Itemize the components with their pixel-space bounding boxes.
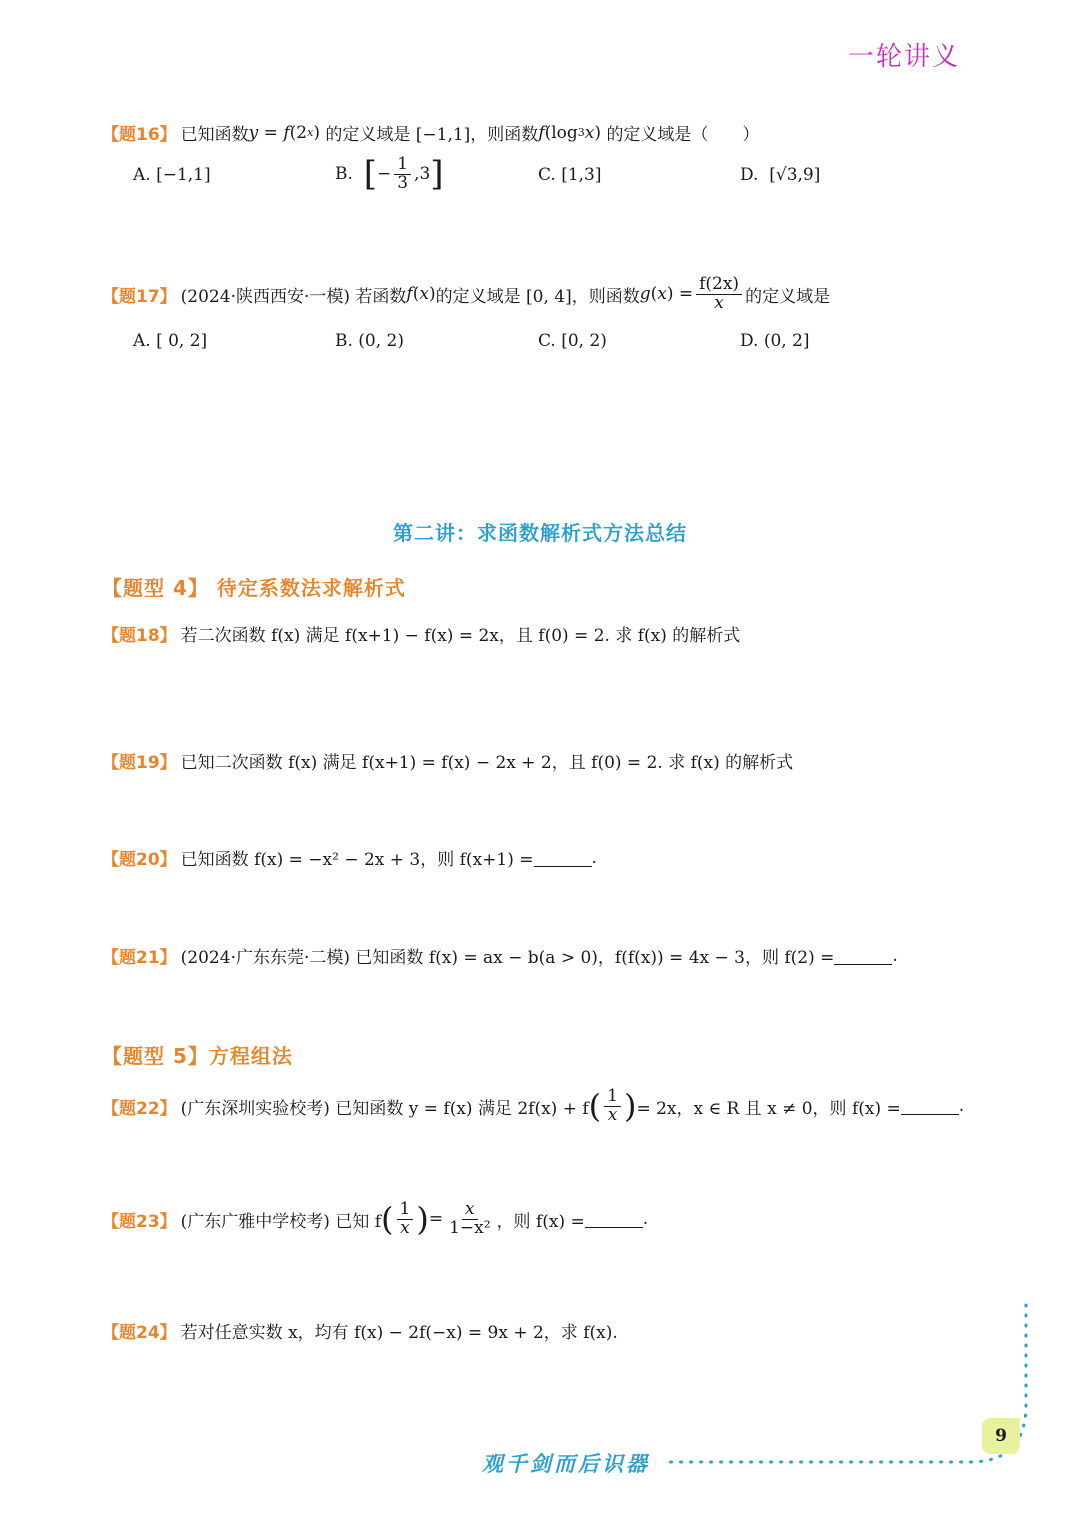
question-text: = 2x，x ∈ R 且 x ≠ 0，则 f(x) = bbox=[636, 1098, 901, 1119]
question-tag: 【题17】 bbox=[102, 286, 177, 307]
header-title: 一轮讲义 bbox=[847, 42, 960, 72]
punctuation: . bbox=[892, 945, 898, 966]
question-text: ，则 f(x) = bbox=[496, 1211, 585, 1232]
punctuation: . bbox=[642, 1209, 649, 1230]
question-text: (2024·广东东莞·二模) 已知函数 f(x) = ax − b(a > 0)，f(f(x)) = 4x − 3，则 f(2) = bbox=[180, 948, 835, 968]
question-tag: 【题22】 bbox=[102, 1098, 177, 1119]
question-text: 若对任意实数 x，均有 f(x) − 2f(−x) = 9x + 2，求 f(x). bbox=[180, 1323, 618, 1343]
question-tag: 【题20】 bbox=[102, 850, 177, 870]
option-c: C. [0, 2) bbox=[538, 331, 607, 351]
punctuation: . bbox=[591, 847, 597, 868]
question-text: (广东深圳实验校考) 已知函数 y = f(x) 满足 2f(x) + f bbox=[180, 1098, 589, 1119]
question-tag: 【题18】 bbox=[102, 626, 177, 646]
option-d: D. (0, 2] bbox=[740, 331, 810, 351]
punctuation: . bbox=[958, 1096, 965, 1117]
question-type-heading: 【题型 4】 待定系数法求解析式 bbox=[102, 576, 406, 600]
question-text: 的定义域是（ ） bbox=[606, 125, 760, 145]
footer-motto: 观千剑而后识器 bbox=[482, 1452, 650, 1476]
math-expression: y bbox=[248, 122, 259, 143]
question-text: (2024·陕西西安·一模) 若函数 bbox=[180, 286, 407, 307]
fraction: $\frac{1}{x}$ bbox=[604, 1088, 621, 1125]
option-a: A. [ 0, 2] bbox=[133, 331, 208, 351]
fraction: $\frac{x}{\text{1−x²}}$ bbox=[449, 1199, 491, 1238]
question-text: 已知二次函数 f(x) 满足 f(x+1) = f(x) − 2x + 2，且 f(0) = 2. 求 f(x) 的解析式 bbox=[180, 753, 794, 773]
question-text: 已知函数 bbox=[180, 125, 249, 145]
page-number: 9 bbox=[982, 1418, 1020, 1454]
section-title: 第二讲：求函数解析式方法总结 bbox=[393, 521, 687, 545]
question-text: 的定义域是 [0, 4]，则函数 bbox=[435, 286, 640, 307]
question-text: 已知函数 f(x) = −x² − 2x + 3，则 f(x+1) = bbox=[180, 850, 534, 870]
question-tag: 【题16】 bbox=[102, 125, 177, 145]
question-tag: 【题23】 bbox=[102, 1211, 177, 1232]
question-23: 【题23】 (广东广雅中学校考) 已知 f ( $\frac{1}{x}$ ) = $\frac{x}{\text{1−x²}}$ ，则 f(x) = . bbox=[102, 1199, 649, 1239]
question-type-heading: 【题型 5】方程组法 bbox=[102, 1044, 293, 1068]
fraction: $\frac{f(2x)}{x}$ bbox=[696, 276, 742, 313]
question-text: (广东广雅中学校考) 已知 f bbox=[180, 1211, 382, 1232]
question-text: 的定义域是 bbox=[745, 286, 831, 307]
question-text: 的定义域是 [−1,1]，则函数 bbox=[325, 125, 539, 145]
option-value: [√3,9] bbox=[769, 165, 821, 185]
fraction: $\frac{1}{x}$ bbox=[397, 1201, 414, 1238]
question-text: 若二次函数 f(x) 满足 f(x+1) − f(x) = 2x，且 f(0) = 2. 求 f(x) 的解析式 bbox=[180, 626, 741, 646]
option-label: D. bbox=[740, 165, 759, 185]
question-22: 【题22】 (广东深圳实验校考) 已知函数 y = f(x) 满足 2f(x) + f ( $\frac{1}{x}$ ) = 2x，x ∈ R 且 x ≠ 0，则 f(x) = . bbox=[102, 1086, 965, 1126]
question-17: 【题17】 (2024·陕西西安·一模) 若函数 f ( x ) 的定义域是 [0, 4]，则函数 g ( x ) = $\frac{f(2x)}{x}$ 的定义域是 bbox=[102, 274, 831, 313]
option-label: B. bbox=[335, 164, 353, 185]
option-c: C. [1,3] bbox=[538, 165, 602, 185]
question-16: 【题16】 已知函数 y = f (2 x ) 的定义域是 [−1,1]，则函数 f (log 3 x ) 的定义域是（ ） bbox=[102, 120, 759, 145]
question-tag: 【题21】 bbox=[102, 948, 177, 968]
question-tag: 【题19】 bbox=[102, 753, 177, 773]
question-tag: 【题24】 bbox=[102, 1323, 177, 1343]
option-b: B. [ − $\frac{1}{3}$ ,3 ] bbox=[335, 154, 444, 195]
option-b: B. (0, 2) bbox=[335, 331, 405, 351]
equals-sign: = bbox=[428, 1209, 444, 1230]
option-a: A. [−1,1] bbox=[133, 165, 211, 185]
